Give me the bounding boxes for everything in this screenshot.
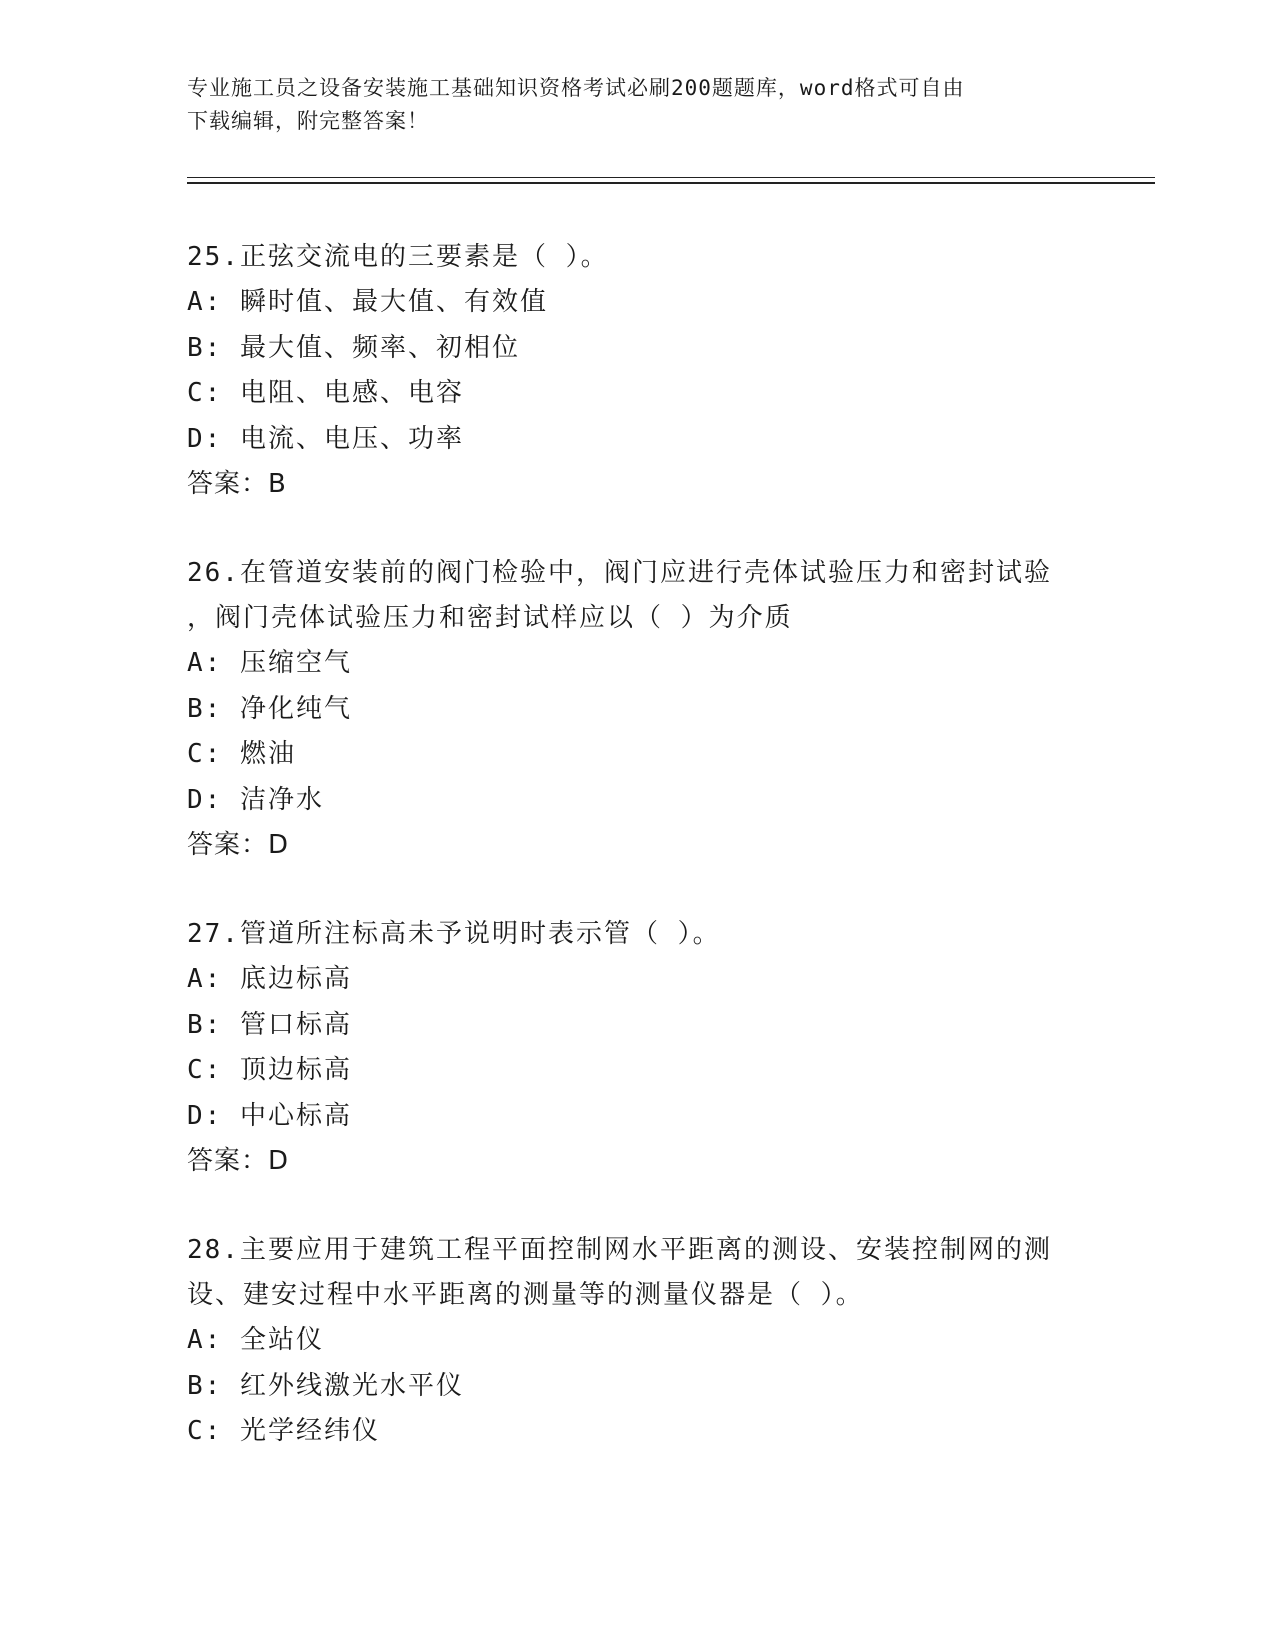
question-stem-line: 27.管道所注标高未予说明时表示管（ ）。	[187, 919, 721, 949]
option-a: A: 全站仪	[187, 1325, 324, 1355]
header-divider-thick	[187, 182, 1155, 184]
answer-line: 答案：D	[187, 830, 290, 860]
option-b: B: 红外线激光水平仪	[187, 1370, 464, 1401]
option-c: C: 燃油	[187, 739, 296, 769]
question-28	[187, 1228, 1087, 1455]
option-a: A: 底边标高	[187, 964, 352, 994]
header-line-2: 下载编辑，附完整答案！	[187, 109, 429, 133]
question-27	[187, 912, 1087, 1184]
option-a: A: 压缩空气	[187, 648, 352, 678]
question-stem	[187, 551, 1087, 641]
option-d: D: 中心标高	[187, 1100, 352, 1131]
document-header	[187, 72, 1087, 138]
question-stem	[187, 1228, 1087, 1318]
header-line-1: 专业施工员之设备安装施工基础知识资格考试必刷200题题库，word格式可自由	[187, 76, 965, 100]
option-c: C: 电阻、电感、电容	[187, 378, 464, 408]
option-c: C: 光学经纬仪	[187, 1416, 380, 1446]
option-d: D: 电流、电压、功率	[187, 423, 464, 454]
answer-line: 答案：D	[187, 1146, 290, 1176]
option-b: B: 最大值、频率、初相位	[187, 332, 520, 363]
question-stem-line: ，阀门壳体试验压力和密封试样应以（ ）为介质	[187, 603, 793, 633]
question-stem	[187, 235, 1087, 280]
question-stem-line: 25.正弦交流电的三要素是（ ）。	[187, 242, 609, 272]
option-c: C: 顶边标高	[187, 1055, 352, 1085]
header-divider-thin	[187, 177, 1155, 178]
question-stem-line: 26.在管道安装前的阀门检验中，阀门应进行壳体试验压力和密封试验	[187, 558, 1052, 588]
option-a: A: 瞬时值、最大值、有效值	[187, 287, 548, 317]
answer-line: 答案：B	[187, 469, 287, 499]
question-26	[187, 551, 1087, 868]
question-stem-line: 28.主要应用于建筑工程平面控制网水平距离的测设、安装控制网的测	[187, 1235, 1052, 1265]
option-b: B: 净化纯气	[187, 693, 352, 724]
question-25	[187, 235, 1087, 507]
question-list	[187, 235, 1087, 1499]
option-d: D: 洁净水	[187, 784, 324, 815]
question-stem-line: 设、建安过程中水平距离的测量等的测量仪器是（ ）。	[187, 1280, 864, 1310]
question-stem	[187, 912, 1087, 957]
option-b: B: 管口标高	[187, 1009, 352, 1040]
